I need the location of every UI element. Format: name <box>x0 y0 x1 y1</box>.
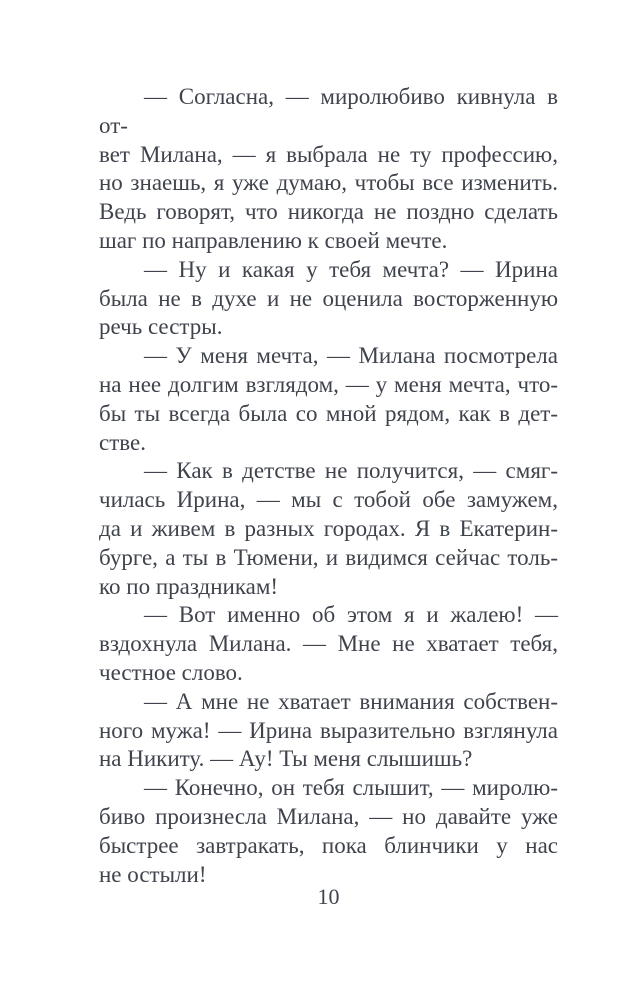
paragraph <box>99 774 558 889</box>
text-line: на Никиту. — Ау! Ты меня слышишь? <box>99 746 473 772</box>
paragraph <box>99 342 558 457</box>
paragraph <box>99 83 558 256</box>
text-line: — Как в детстве не получится, — смяг- <box>144 458 558 484</box>
text-line: — Конечно, он тебя слышит, — миролю- <box>144 775 558 801</box>
text-line: — У меня мечта, — Милана посмотрела <box>144 343 558 369</box>
text-line: — А мне не хватает внимания собствен- <box>144 688 558 714</box>
text-line: ного мужа! — Ирина выразительно взглянула <box>99 717 558 743</box>
text-line: вздохнула Милана. — Мне не хватает тебя, <box>99 631 558 657</box>
text-line: да и живем в разных городах. Я в Екатерин- <box>99 515 558 541</box>
text-line: вет Милана, — я выбрала не ту профессию, <box>99 141 558 167</box>
text-line: бурге, а ты в Тюмени, и видимся сейчас толь- <box>99 544 558 570</box>
text-line: ко по праздникам! <box>99 573 279 599</box>
paragraph <box>99 256 558 342</box>
text-line: чилась Ирина, — мы с тобой обе замужем, <box>99 487 558 513</box>
text-line: была не в духе и не оценила восторженную <box>99 285 558 311</box>
text-line: не остыли! <box>99 861 207 887</box>
text-line: — Ну и какая у тебя мечта? — Ирина <box>144 256 558 282</box>
text-line: Ведь говорят, что никогда не поздно сделать <box>99 199 558 225</box>
text-line: честное слово. <box>99 659 243 685</box>
page-text <box>99 83 558 889</box>
paragraph <box>99 457 558 601</box>
text-line: биво произнесла Милана, — но давайте уже <box>99 803 558 829</box>
text-line: — Согласна, — миролюбиво кивнула в от- <box>99 84 558 138</box>
text-line: бы ты всегда была со мной рядом, как в дет- <box>99 400 558 426</box>
page-number: 10 <box>317 884 340 909</box>
text-line: стве. <box>99 429 146 455</box>
text-line: речь сестры. <box>99 314 223 340</box>
text-line: — Вот именно об этом я и жалею! — <box>144 602 558 628</box>
text-line: шаг по направлению к своей мечте. <box>99 227 448 253</box>
text-line: быстрее завтракать, пока блинчики у нас <box>99 832 558 858</box>
paragraph <box>99 688 558 774</box>
text-line: на нее долгим взглядом, — у меня мечта, что- <box>99 371 558 397</box>
text-line: но знаешь, я уже думаю, чтобы все изменить. <box>99 170 558 196</box>
paragraph <box>99 601 558 687</box>
